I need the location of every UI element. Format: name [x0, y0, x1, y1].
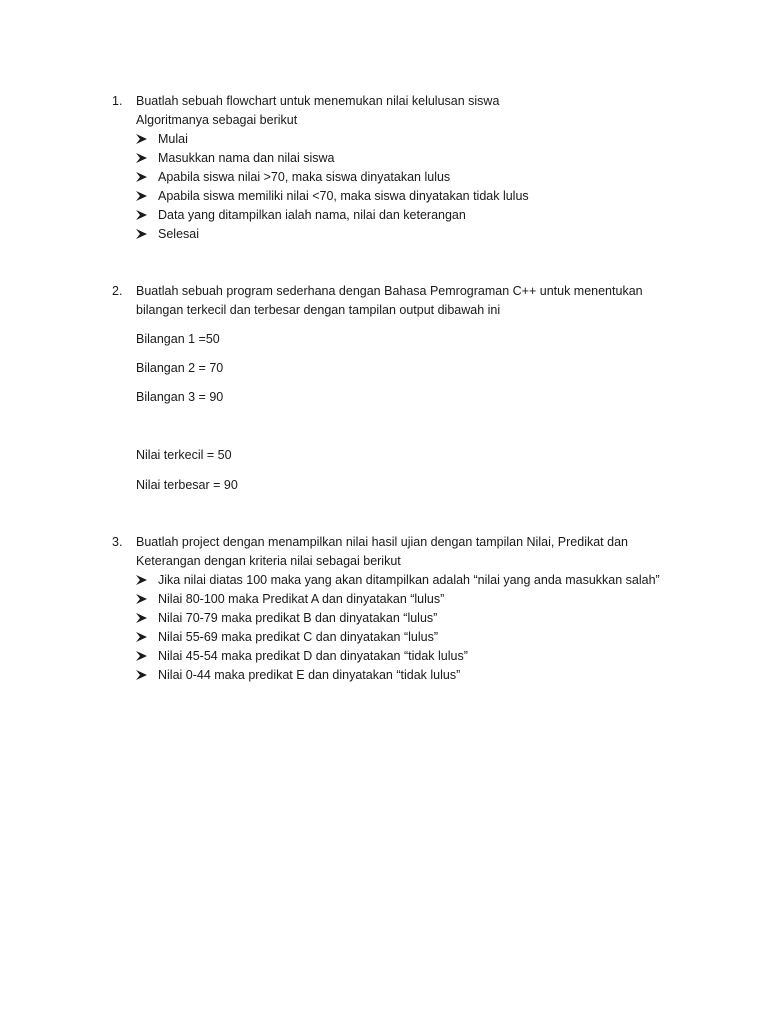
list-item: [136, 225, 672, 244]
question-text: [136, 92, 672, 130]
list-item: [136, 571, 672, 590]
list-item: [136, 130, 672, 149]
bullet-list: [112, 130, 672, 244]
list-item-text: Mulai: [158, 132, 188, 146]
question-2: [112, 282, 672, 492]
arrowhead-bullet-icon: [136, 130, 158, 144]
question-number: 1.: [112, 94, 123, 108]
list-item: [136, 628, 672, 647]
list-item-text: Jika nilai diatas 100 maka yang akan ditampilkan adalah “nilai yang anda masukkan salah”: [158, 573, 660, 587]
question-number: 3.: [112, 535, 123, 549]
bullet-list: [112, 571, 672, 685]
question-3: [112, 533, 672, 685]
question-number: 2.: [112, 284, 123, 298]
arrowhead-bullet-icon: [136, 149, 158, 163]
list-item-text: Data yang ditampilkan ialah nama, nilai dan keterangan: [158, 208, 466, 222]
list-item-text: Apabila siswa nilai >70, maka siswa dinyatakan lulus: [158, 170, 451, 184]
list-item: [136, 149, 672, 168]
question-text: [136, 533, 672, 571]
question-line: Buatlah project dengan menampilkan nilai hasil ujian dengan tampilan Nilai, Predikat dan: [136, 535, 628, 549]
output-line: Bilangan 2 = 70: [136, 361, 224, 375]
arrowhead-bullet-icon: [136, 187, 158, 201]
list-item-text: Nilai 55-69 maka predikat C dan dinyatakan “lulus”: [158, 630, 439, 644]
output-line: Bilangan 1 =50: [136, 332, 220, 346]
output-line: Nilai terbesar = 90: [136, 478, 238, 492]
list-item: [136, 168, 672, 187]
list-item-text: Apabila siswa memiliki nilai <70, maka siswa dinyatakan tidak lulus: [158, 189, 529, 203]
list-item-text: Masukkan nama dan nilai siswa: [158, 151, 335, 165]
question-line: Keterangan dengan kriteria nilai sebagai berikut: [136, 554, 401, 568]
arrowhead-bullet-icon: [136, 168, 158, 182]
arrowhead-bullet-icon: [136, 647, 158, 661]
list-item: [136, 666, 672, 685]
list-item: [136, 609, 672, 628]
list-item: [136, 206, 672, 225]
question-line: bilangan terkecil dan terbesar dengan tampilan output dibawah ini: [136, 303, 501, 317]
arrowhead-bullet-icon: [136, 628, 158, 642]
output-line: Nilai terkecil = 50: [136, 448, 232, 462]
output-line: Bilangan 3 = 90: [136, 390, 224, 404]
list-item-text: Nilai 80-100 maka Predikat A dan dinyatakan “lulus”: [158, 592, 445, 606]
arrowhead-bullet-icon: [136, 609, 158, 623]
arrowhead-bullet-icon: [136, 571, 158, 585]
list-item: [136, 590, 672, 609]
list-item-text: Nilai 45-54 maka predikat D dan dinyatakan “tidak lulus”: [158, 649, 468, 663]
arrowhead-bullet-icon: [136, 206, 158, 220]
question-line: Buatlah sebuah flowchart untuk menemukan nilai kelulusan siswa: [136, 94, 500, 108]
arrowhead-bullet-icon: [136, 590, 158, 604]
list-item-text: Nilai 70-79 maka predikat B dan dinyatakan “lulus”: [158, 611, 438, 625]
question-line: Buatlah sebuah program sederhana dengan Bahasa Pemrograman C++ untuk menentukan: [136, 284, 643, 298]
list-item: [136, 187, 672, 206]
list-item: [136, 647, 672, 666]
question-1: [112, 92, 672, 244]
question-line: Algoritmanya sebagai berikut: [136, 113, 298, 127]
arrowhead-bullet-icon: [136, 225, 158, 239]
list-item-text: Nilai 0-44 maka predikat E dan dinyatakan “tidak lulus”: [158, 668, 461, 682]
question-text: [136, 282, 672, 320]
list-item-text: Selesai: [158, 227, 199, 241]
arrowhead-bullet-icon: [136, 666, 158, 680]
